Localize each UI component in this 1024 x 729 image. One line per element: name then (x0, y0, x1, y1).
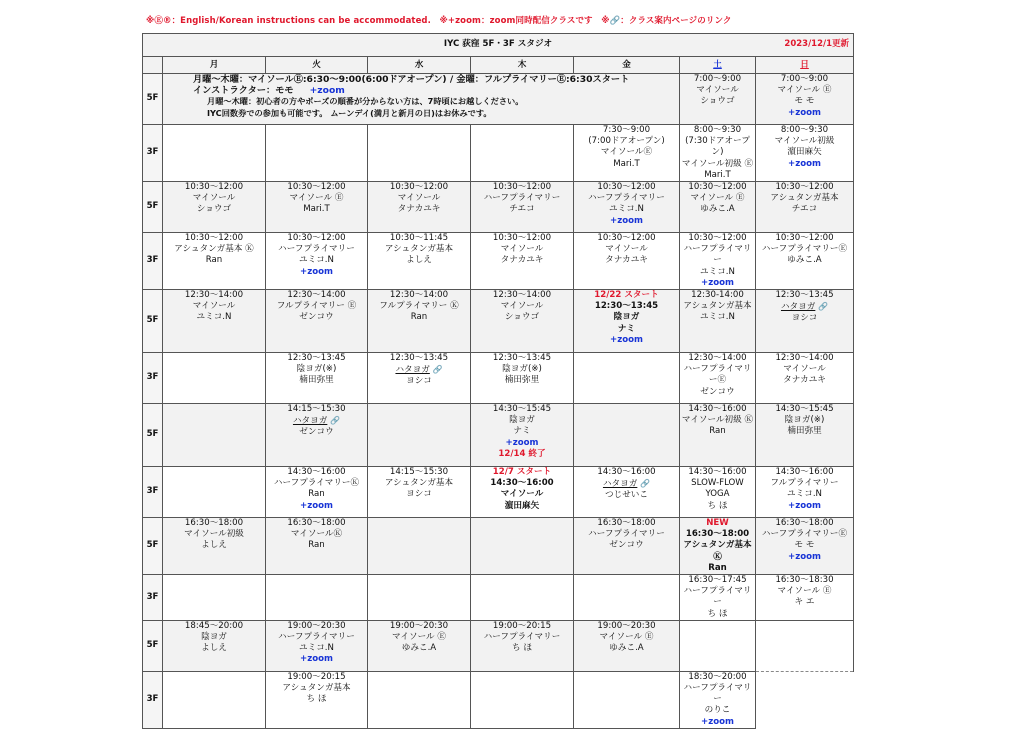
class-name: アシュタンガ基本 Ⓚ (174, 244, 254, 255)
class-link[interactable]: ハタヨガ (602, 479, 638, 490)
class-cell-thu (471, 290, 574, 353)
class-cell-sun (756, 575, 854, 621)
floor-label: 3F (143, 233, 163, 290)
class-cell-sun (756, 404, 854, 467)
class-cell-sat (680, 125, 756, 182)
blank-area (756, 671, 854, 728)
empty-cell (368, 404, 471, 467)
class-cell-thu (471, 620, 574, 671)
class-name: アシュタンガ基本 (282, 683, 351, 694)
class-instructor: ゼンコウ (609, 540, 644, 551)
class-instructor: Ran (205, 255, 223, 266)
class-instructor: ユミコ.N (787, 489, 822, 500)
class-time: 16:30～18:00 (597, 518, 656, 529)
class-time: 10:30～12:00 (287, 233, 346, 244)
class-time: 19:00～20:30 (287, 620, 346, 631)
class-instructor: ゆみこ.A (700, 204, 735, 215)
header-note: ※Ⓔ®：English/Korean instructions can be accommodated. ※+zoom：zoom同時配信クラスです ※🔗：クラス案内ページのリンク (146, 16, 732, 26)
schedule-title: IYC 荻窪 5F・3F スタジオ (443, 39, 553, 50)
class-time: 10:30～12:00 (492, 233, 552, 244)
class-instructor: ち ほ (707, 608, 728, 619)
class-instructor: よしえ (201, 540, 227, 551)
empty-cell (163, 575, 266, 621)
class-cell-sat (680, 575, 756, 621)
class-time: 12:30～13:45 (594, 301, 659, 312)
zoom-badge: +zoom (300, 500, 333, 511)
class-name: ハーフプライマリー (588, 529, 665, 540)
class-instructor: Mari.T (303, 204, 330, 215)
empty-cell (163, 353, 266, 404)
class-instructor: ち ほ (306, 694, 327, 705)
class-cell-thu (471, 467, 574, 518)
class-time: 14:30～16:00 (287, 467, 346, 478)
class-instructor: ち ほ (512, 643, 532, 654)
day-header-sun: 日 (800, 60, 809, 70)
zoom-badge: +zoom (788, 158, 821, 169)
title-cell (143, 34, 854, 57)
class-cell-sat (680, 671, 756, 728)
class-instructor: ゼンコウ (299, 427, 334, 438)
class-instructor: ゼンコウ (299, 312, 334, 323)
day-header-thu: 木 (471, 57, 574, 74)
class-instructor: Ran (308, 489, 325, 500)
class-instructor: 濵田麻矢 (787, 147, 822, 158)
class-cell-wed (368, 182, 471, 233)
class-name: ハーフプライマリー (483, 632, 561, 643)
class-time: 16:30～18:00 (775, 518, 834, 529)
class-time: 19:00～20:15 (492, 620, 552, 631)
class-name: マイソール Ⓔ (599, 632, 654, 643)
class-cell-fri (574, 518, 680, 575)
class-instructor: 楠田弥里 (504, 375, 540, 386)
class-instructor: ユミコ.N (609, 204, 644, 215)
class-time: 12:30～13:45 (775, 290, 834, 301)
class-name: マイソールⓀ (290, 529, 343, 540)
class-instructor: チエコ (791, 204, 818, 215)
class-instructor: ち ほ (707, 500, 728, 511)
class-cell-tue (266, 233, 368, 290)
class-name: ハーフプライマリー (683, 683, 752, 705)
class-time: 10:30～12:00 (597, 233, 656, 244)
class-name: ハーフプライマリー (483, 193, 561, 204)
class-name: ハーフプライマリーⒺ (761, 529, 848, 540)
class-name: アシュタンガ基本 (770, 193, 839, 204)
zoom-badge: +zoom (701, 277, 734, 288)
class-cell-wed (368, 467, 471, 518)
class-cell-sun (756, 290, 854, 353)
class-note: (7:00ドアオープン) (588, 136, 665, 147)
class-instructor: モ モ (794, 96, 815, 107)
class-time: 18:30～20:00 (688, 671, 747, 682)
class-name: 陰ヨガ(※) (296, 364, 337, 375)
class-time: 10:30～12:00 (775, 233, 834, 244)
class-note: (7:30ドアオープン) (685, 136, 750, 158)
class-name: マイソール (192, 301, 236, 312)
day-header-row (143, 57, 854, 74)
class-instructor: ユミコ.N (299, 643, 334, 654)
class-instructor: ヨシコ (791, 313, 818, 324)
class-instructor: Mari.T (704, 169, 731, 180)
class-instructor: ユミコ.N (700, 266, 735, 277)
class-instructor: タナカユキ (605, 255, 648, 266)
info-line-3: 月曜～木曜：初心者の方やポーズの順番が分からない方は、7時頃にお越しください。 (207, 96, 524, 107)
class-instructor: Ran (410, 312, 428, 323)
class-instructor: モ モ (794, 540, 815, 551)
class-name: マイソール Ⓔ (392, 632, 446, 643)
class-time: 8:00～9:30 (780, 125, 829, 135)
class-instructor: タナカユキ (783, 375, 826, 386)
class-instructor: Ran (708, 562, 727, 573)
class-cell-thu (471, 233, 574, 290)
class-cell-mon (163, 620, 266, 671)
corner-cell (143, 57, 163, 74)
class-cell-thu (471, 404, 574, 467)
class-time: 7:30～9:00 (602, 125, 651, 135)
class-instructor: ゆみこ.A (401, 643, 437, 654)
class-name: アシュタンガ基本 (683, 301, 752, 312)
floor-label: 5F (143, 74, 163, 125)
class-time: 10:30～12:00 (597, 182, 656, 193)
class-name: マイソール (605, 244, 648, 255)
class-name: SLOW-FLOW YOGA (691, 478, 744, 500)
floor-label: 3F (143, 125, 163, 182)
class-name: ハーフプライマリー (588, 193, 665, 204)
class-time: 19:00～20:30 (597, 620, 656, 631)
class-cell-sun (756, 518, 854, 575)
class-name: マイソール初級 (774, 136, 835, 147)
empty-cell (471, 671, 574, 728)
class-cell-tue (266, 290, 368, 353)
empty-cell (574, 353, 680, 404)
class-instructor: チエコ (509, 204, 535, 215)
floor-label: 3F (143, 353, 163, 404)
class-instructor: よしえ (406, 255, 432, 266)
class-time: 12:30～13:45 (492, 353, 552, 364)
zoom-badge: +zoom (610, 334, 643, 345)
class-cell-sun (756, 125, 854, 182)
class-name: マイソール Ⓔ (690, 193, 745, 204)
empty-cell (471, 518, 574, 575)
class-time: 10:30～12:00 (688, 182, 747, 193)
class-name: ハーフプライマリー (278, 244, 355, 255)
zoom-badge: +zoom (309, 85, 345, 97)
class-time: 8:00～9:30 (693, 125, 742, 135)
info-line-1: 月曜～木曜：マイソールⒺ:6:30～9:00(6:00ドアオープン) / 金曜：フルプライマリーⒺ:6:30スタート (193, 74, 630, 85)
class-instructor: タナカユキ (397, 204, 441, 215)
class-name: 陰ヨガ (613, 312, 640, 323)
class-cell-tue (266, 620, 368, 671)
class-cell-tue (266, 518, 368, 575)
class-time: 12:30～13:45 (389, 353, 449, 364)
class-name: アシュタンガ基本 (384, 244, 454, 255)
class-name: マイソール (500, 301, 544, 312)
empty-cell (368, 671, 471, 728)
class-instructor: ショウゴ (700, 96, 735, 107)
class-name: マイソール初級 Ⓔ (681, 158, 754, 169)
class-name: マイソール (696, 85, 739, 96)
class-time: 19:00～20:30 (389, 620, 449, 631)
class-time: 12:30-14:00 (691, 290, 744, 301)
class-instructor: ユミコ.N (196, 312, 232, 323)
class-name: マイソール Ⓔ (777, 586, 832, 597)
class-name: マイソール (397, 193, 441, 204)
class-instructor: ゆみこ.A (787, 255, 822, 266)
zoom-badge: +zoom (788, 500, 821, 511)
class-cell-sat (680, 74, 756, 125)
class-link[interactable]: ハタヨガ (292, 416, 328, 427)
day-header-mon: 月 (163, 57, 266, 74)
class-cell-mon (163, 518, 266, 575)
day-header-wed: 水 (368, 57, 471, 74)
empty-cell (266, 125, 368, 182)
empty-cell (471, 575, 574, 621)
floor-label: 3F (143, 467, 163, 518)
class-time: 14:30～15:45 (775, 404, 834, 415)
class-instructor: のりこ (704, 705, 731, 716)
zoom-badge: +zoom (788, 551, 821, 562)
schedule-table (142, 33, 854, 729)
link-icon[interactable]: 🔗 (432, 365, 443, 375)
class-name: 陰ヨガ(※) (502, 364, 542, 375)
class-cell-tue (266, 404, 368, 467)
class-time: 16:30～18:00 (184, 518, 244, 529)
class-time: 14:30～16:00 (688, 467, 747, 478)
class-name: ハーフプライマリーⓀ (273, 478, 360, 489)
class-time: 7:00～9:00 (780, 74, 829, 84)
class-instructor: つじせいこ (605, 490, 648, 501)
class-name: ハーフプライマリー (683, 244, 752, 266)
class-instructor: ゆみこ.A (609, 643, 644, 654)
zoom-badge: +zoom (505, 437, 539, 448)
class-time: 16:30～18:00 (287, 518, 346, 529)
class-instructor: よしえ (201, 643, 227, 654)
class-cell-sun (756, 353, 854, 404)
class-time: 14:15～15:30 (389, 467, 449, 478)
class-time: 14:30～16:00 (775, 467, 834, 478)
empty-cell (471, 125, 574, 182)
class-cell-sat (680, 353, 756, 404)
info-line-2: インストラクター：モモ (193, 85, 294, 97)
class-cell-thu (471, 353, 574, 404)
empty-cell (368, 125, 471, 182)
class-cell-sun (756, 182, 854, 233)
class-time: 10:30～12:00 (184, 182, 244, 193)
class-cell-tue (266, 182, 368, 233)
class-instructor: Ran (308, 540, 325, 551)
empty-cell (574, 575, 680, 621)
floor-label: 5F (143, 404, 163, 467)
class-time: 7:00～9:00 (693, 74, 742, 84)
class-cell-sat (680, 233, 756, 290)
class-cell-fri (574, 620, 680, 671)
zoom-badge: +zoom (788, 107, 821, 118)
class-name: ハーフプライマリーⒺ (683, 364, 752, 386)
class-cell-tue (266, 671, 368, 728)
empty-cell (368, 518, 471, 575)
class-instructor: ユミコ.N (700, 312, 735, 323)
empty-cell (574, 404, 680, 467)
class-cell-sat (680, 467, 756, 518)
class-name: アシュタンガ基本 (384, 478, 454, 489)
class-name: マイソール (192, 193, 236, 204)
day-header-sat: 土 (713, 60, 722, 70)
class-name: マイソール (783, 364, 826, 375)
class-name: ハーフプライマリーⒺ (761, 244, 848, 255)
class-time: 10:30～11:45 (389, 233, 449, 244)
class-time: 16:30～17:45 (688, 575, 747, 586)
start-notice: 12/7 スタート (492, 467, 552, 478)
class-name: マイソール (500, 244, 544, 255)
floor-label: 3F (143, 575, 163, 621)
zoom-badge: +zoom (610, 215, 643, 226)
class-cell-mon (163, 233, 266, 290)
class-name: マイソール初級 Ⓚ (681, 415, 754, 426)
empty-cell (163, 467, 266, 518)
class-cell-sun (756, 233, 854, 290)
class-instructor: Ran (709, 426, 726, 437)
class-name: ハーフプライマリー (278, 632, 355, 643)
class-cell-tue (266, 467, 368, 518)
class-cell-thu (471, 182, 574, 233)
class-name: フルプライマリー Ⓚ (379, 301, 459, 312)
class-time: 14:15～15:30 (287, 404, 346, 415)
class-link[interactable]: ハタヨガ (395, 365, 430, 376)
floor-label: 5F (143, 620, 163, 671)
class-cell-fri (574, 467, 680, 518)
class-time: 14:30～16:00 (597, 467, 656, 478)
empty-cell (163, 404, 266, 467)
class-cell-fri (574, 290, 680, 353)
class-instructor: ショウゴ (196, 204, 232, 215)
class-time: 16:30～18:30 (775, 575, 834, 586)
class-time: 10:30～12:00 (184, 233, 244, 244)
class-cell-fri (574, 233, 680, 290)
empty-cell (368, 575, 471, 621)
class-cell-tue (266, 353, 368, 404)
class-instructor: 楠田弥里 (787, 426, 822, 437)
class-time: 10:30～12:00 (688, 233, 747, 244)
info-line-4: IYC回数券での参加も可能です。 ムーンデイ(満月と新月の日)はお休みです。 (207, 107, 492, 118)
updated-date: 2023/12/1更新 (784, 39, 850, 49)
class-time: 12:30～13:45 (287, 353, 346, 364)
class-cell-wed (368, 620, 471, 671)
class-cell-wed (368, 233, 471, 290)
class-name: フルプライマリー (770, 478, 839, 489)
class-instructor: 楠田弥里 (299, 375, 334, 386)
zoom-badge: +zoom (701, 716, 734, 727)
floor-label: 5F (143, 518, 163, 575)
class-time: 12:30～14:00 (389, 290, 449, 301)
class-time: 14:30～16:00 (490, 478, 554, 489)
class-instructor: Mari.T (613, 158, 640, 169)
class-instructor: ナミ (513, 426, 531, 437)
class-cell-sat (680, 290, 756, 353)
class-time: 19:00～20:15 (287, 671, 346, 682)
class-time: 10:30～12:00 (287, 182, 346, 193)
floor-label: 3F (143, 671, 163, 728)
class-time: 12:30～14:00 (287, 290, 346, 301)
class-instructor: ナミ (617, 323, 636, 334)
class-cell-mon (163, 182, 266, 233)
floor-label: 5F (143, 182, 163, 233)
class-time: 12:30～14:00 (688, 353, 747, 364)
class-instructor: ヨシコ (406, 489, 432, 500)
empty-cell (756, 620, 854, 671)
class-name: マイソール初級 (184, 529, 244, 540)
floor-label: 5F (143, 290, 163, 353)
class-name: アシュタンガ基本 Ⓚ (683, 540, 752, 562)
empty-cell (266, 575, 368, 621)
class-time: 10:30～12:00 (389, 182, 449, 193)
class-instructor: ショウゴ (504, 312, 540, 323)
class-instructor: ゼンコウ (700, 386, 735, 397)
class-name: 陰ヨガ (201, 632, 227, 643)
class-cell-fri (574, 125, 680, 182)
class-time: 10:30～12:00 (492, 182, 552, 193)
new-badge: NEW (706, 518, 729, 529)
class-instructor: ヨシコ (406, 376, 432, 387)
class-name: マイソールⒺ (600, 147, 653, 158)
class-time: 16:30～18:00 (685, 529, 750, 540)
class-time: 12:30～14:00 (775, 353, 834, 364)
link-icon[interactable]: 🔗 (818, 302, 829, 312)
class-cell-sat (680, 518, 756, 575)
class-time: 12:30～14:00 (492, 290, 552, 301)
class-time: 18:45～20:00 (184, 620, 244, 631)
class-cell-wed (368, 353, 471, 404)
class-time: 10:30～12:00 (775, 182, 834, 193)
class-name: フルプライマリー Ⓔ (276, 301, 357, 312)
class-instructor: 濵田麻矢 (504, 500, 540, 511)
class-cell-sat (680, 404, 756, 467)
early-info-block (163, 74, 680, 125)
day-header-tue: 火 (266, 57, 368, 74)
day-header-fri: 金 (574, 57, 680, 74)
class-time: 12:30～14:00 (184, 290, 244, 301)
end-notice: 12/14 終了 (498, 448, 546, 459)
class-name: マイソール Ⓔ (289, 193, 344, 204)
class-cell-wed (368, 290, 471, 353)
class-time: 14:30～16:00 (688, 404, 747, 415)
class-name: ハーフプライマリー (683, 586, 752, 608)
class-name: 陰ヨガ (509, 415, 535, 426)
class-cell-fri (574, 182, 680, 233)
class-instructor: キ エ (794, 597, 815, 608)
empty-cell (163, 671, 266, 728)
class-instructor: ユミコ.N (299, 255, 334, 266)
empty-cell (574, 671, 680, 728)
link-icon[interactable]: 🔗 (330, 416, 341, 426)
class-time: 14:30～15:45 (492, 404, 552, 415)
class-cell-sat (680, 182, 756, 233)
class-name: マイソール (500, 489, 544, 500)
zoom-badge: +zoom (300, 266, 333, 277)
class-cell-mon (163, 290, 266, 353)
empty-cell (163, 125, 266, 182)
class-cell-sun (756, 467, 854, 518)
class-name: マイソール Ⓔ (777, 85, 832, 96)
class-instructor: タナカユキ (500, 255, 544, 266)
class-link[interactable]: ハタヨガ (780, 302, 816, 313)
zoom-badge: +zoom (300, 654, 333, 665)
start-notice: 12/22 スタート (594, 290, 659, 301)
class-name: 陰ヨガ(※) (784, 415, 825, 426)
class-cell-sun (756, 74, 854, 125)
empty-cell (680, 620, 756, 671)
link-icon[interactable]: 🔗 (640, 479, 651, 489)
